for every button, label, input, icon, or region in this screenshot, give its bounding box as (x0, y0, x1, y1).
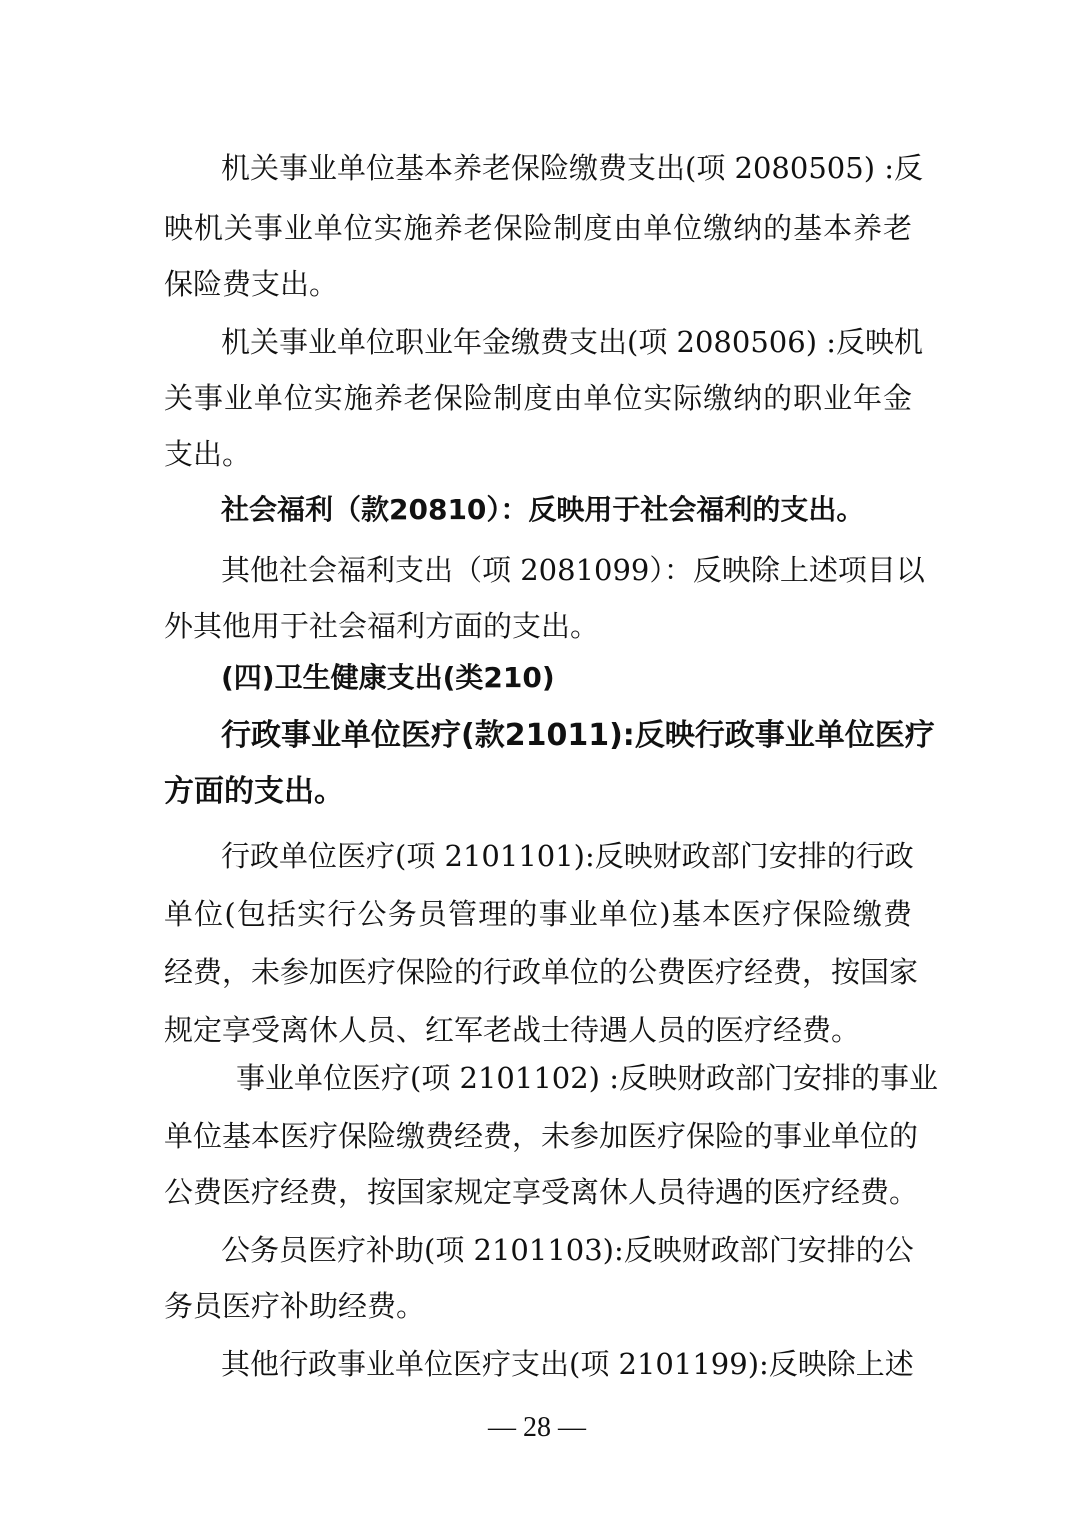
paragraph-line: 机关事业单位基本养老保险缴费支出(项 2080505) :反 (221, 151, 923, 185)
section-heading: (四)卫生健康支出(类210) (221, 661, 555, 694)
paragraph-line: 公费医疗经费，按国家规定享受离休人员待遇的医疗经费。 (164, 1175, 919, 1209)
paragraph-line: 关事业单位实施养老保险制度由单位实际缴纳的职业年金 (164, 381, 912, 415)
paragraph-line: 支出。 (164, 437, 252, 471)
paragraph-line: 其他社会福利支出（项 2081099）：反映除上述项目以 (221, 553, 925, 587)
paragraph-line: 保险费支出。 (164, 267, 339, 301)
paragraph-line: 映机关事业单位实施养老保险制度由单位缴纳的基本养老 (164, 211, 912, 245)
paragraph-line: 单位(包括实行公务员管理的事业单位)基本医疗保险缴费 (164, 897, 912, 931)
section-heading: 方面的支出。 (164, 774, 344, 809)
section-heading: 行政事业单位医疗(款21011):反映行政事业单位医疗 (221, 718, 935, 753)
paragraph-line: 经费，未参加医疗保险的行政单位的公费医疗经费，按国家 (164, 955, 919, 989)
paragraph-line: 机关事业单位职业年金缴费支出(项 2080506) :反映机 (221, 325, 923, 359)
paragraph-line: 其他行政事业单位医疗支出(项 2101199):反映除上述 (221, 1347, 914, 1381)
paragraph-line: 行政单位医疗(项 2101101):反映财政部门安排的行政 (221, 839, 914, 873)
paragraph-line: 事业单位医疗(项 2101102) :反映财政部门安排的事业 (236, 1061, 938, 1095)
paragraph-line: 外其他用于社会福利方面的支出。 (164, 609, 600, 643)
section-heading: 社会福利（款20810）：反映用于社会福利的支出。 (221, 493, 865, 526)
page-number: — 28 — (488, 1412, 586, 1443)
paragraph-line: 公务员医疗补助(项 2101103):反映财政部门安排的公 (221, 1233, 914, 1267)
paragraph-line: 规定享受离休人员、红军老战士待遇人员的医疗经费。 (164, 1013, 861, 1047)
paragraph-line: 务员医疗补助经费。 (164, 1289, 426, 1323)
paragraph-line: 单位基本医疗保险缴费经费，未参加医疗保险的事业单位的 (164, 1119, 919, 1153)
